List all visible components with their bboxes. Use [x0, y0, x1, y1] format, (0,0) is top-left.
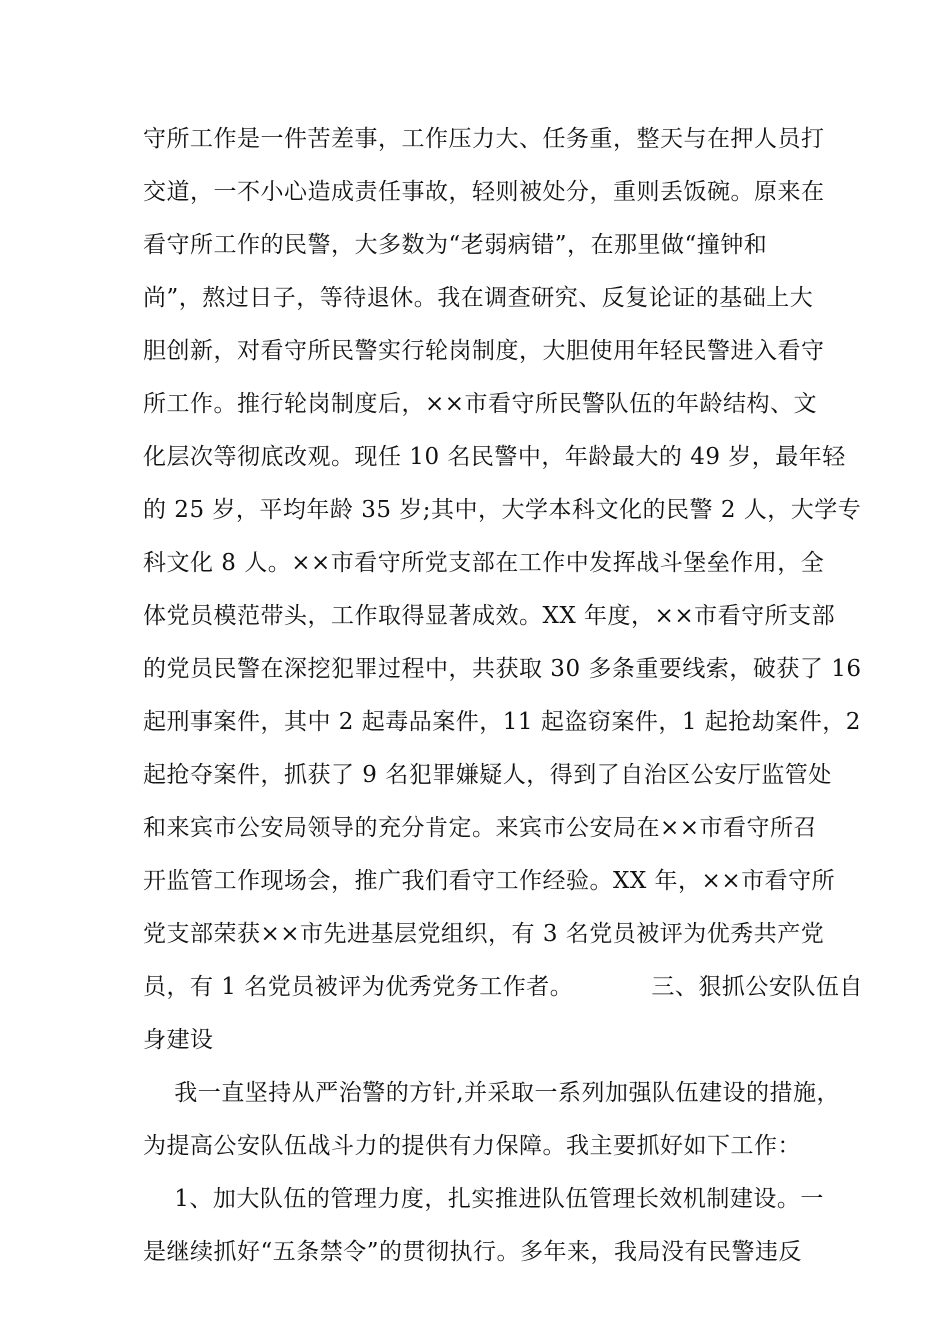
text-line: 的党员民警在深挖犯罪过程中，共获取 30 多条重要线索，破获了 16 [143, 656, 862, 682]
text-line: 是继续抓好“五条禁令”的贯彻执行。多年来，我局没有民警违反 [143, 1239, 803, 1265]
text-line: 守所工作是一件苦差事，工作压力大、任务重，整天与在押人员打 [143, 126, 825, 152]
text-line: 和来宾市公安局领导的充分肯定。来宾市公安局在××市看守所召 [143, 815, 818, 841]
text-line: 为提高公安队伍战斗力的提供有力保障。我主要抓好如下工作： [143, 1133, 801, 1159]
text-line: 胆创新，对看守所民警实行轮岗制度，大胆使用年轻民警进入看守 [143, 338, 825, 364]
text-line: 起抢夺案件，抓获了 9 名犯罪嫌疑人，得到了自治区公安厅监管处 [143, 762, 832, 788]
text-line: 化层次等彻底改观。现任 10 名民警中，年龄最大的 49 岁，最年轻 [143, 444, 846, 470]
text-line: 员，有 1 名党员被评为优秀党务工作者。 三、狠抓公安队伍自 [143, 974, 863, 1000]
text-line: 党支部荣获××市先进基层党组织，有 3 名党员被评为优秀共产党 [143, 921, 825, 947]
text-line: 的 25 岁，平均年龄 35 岁;其中，大学本科文化的民警 2 人，大学专 [143, 497, 862, 523]
text-line: 1、加大队伍的管理力度，扎实推进队伍管理长效机制建设。一 [143, 1186, 824, 1212]
text-line: 我一直坚持从严治警的方针,并采取一系列加强队伍建设的措施， [143, 1080, 841, 1106]
text-line: 看守所工作的民警，大多数为“老弱病错”，在那里做“撞钟和 [143, 232, 768, 258]
text-line: 起刑事案件，其中 2 起毒品案件，11 起盗窃案件，1 起抢劫案件，2 [143, 709, 861, 735]
text-line: 科文化 8 人。××市看守所党支部在工作中发挥战斗堡垒作用，全 [143, 550, 825, 576]
text-line: 尚”，熬过日子，等待退休。我在调查研究、反复论证的基础上大 [143, 285, 814, 311]
text-line: 所工作。推行轮岗制度后，××市看守所民警队伍的年龄结构、文 [143, 391, 818, 417]
text-line: 开监管工作现场会，推广我们看守工作经验。XX 年，××市看守所 [143, 868, 836, 894]
text-line: 身建设 [143, 1027, 214, 1053]
text-line: 体党员模范带头，工作取得显著成效。XX 年度，××市看守所支部 [143, 603, 836, 629]
text-line: 交道，一不小心造成责任事故，轻则被处分，重则丢饭碗。原来在 [143, 179, 825, 205]
